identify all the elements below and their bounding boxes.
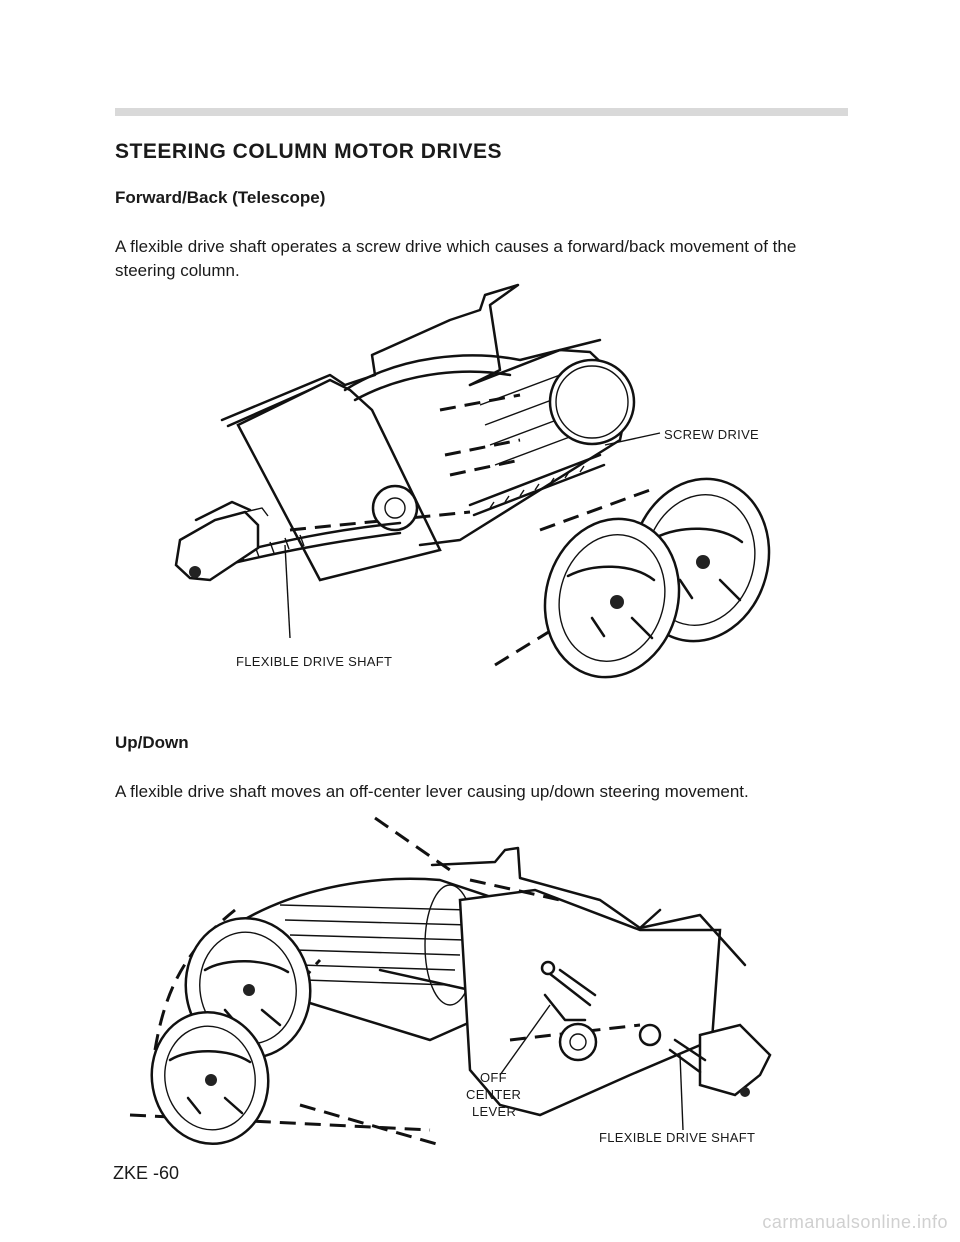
header-rule	[115, 108, 848, 116]
section-heading-updown: Up/Down	[115, 733, 189, 752]
telescope-illustration	[0, 280, 960, 680]
label-flexible-drive-shaft-2: FLEXIBLE DRIVE SHAFT	[599, 1130, 756, 1145]
label-screw-drive: SCREW DRIVE	[664, 427, 760, 442]
watermark: carmanualsonline.info	[762, 1212, 948, 1232]
label-off-center-lever-line2: CENTER	[466, 1087, 522, 1102]
section-heading-telescope: Forward/Back (Telescope)	[115, 188, 326, 207]
section-text-telescope: A flexible drive shaft operates a screw drive which causes a forward/back movement of the steering column.	[115, 237, 797, 280]
updown-diagram	[0, 810, 960, 1155]
label-off-center-lever-line1: OFF	[480, 1070, 507, 1085]
telescope-diagram	[0, 280, 960, 680]
label-off-center-lever-line3: LEVER	[472, 1104, 517, 1119]
label-flexible-drive-shaft: FLEXIBLE DRIVE SHAFT	[236, 654, 393, 669]
page-title: STEERING COLUMN MOTOR DRIVES	[115, 140, 502, 163]
page-number: ZKE -60	[113, 1163, 180, 1183]
section-text-updown: A flexible drive shaft moves an off-center lever causing up/down steering movement.	[115, 782, 749, 801]
